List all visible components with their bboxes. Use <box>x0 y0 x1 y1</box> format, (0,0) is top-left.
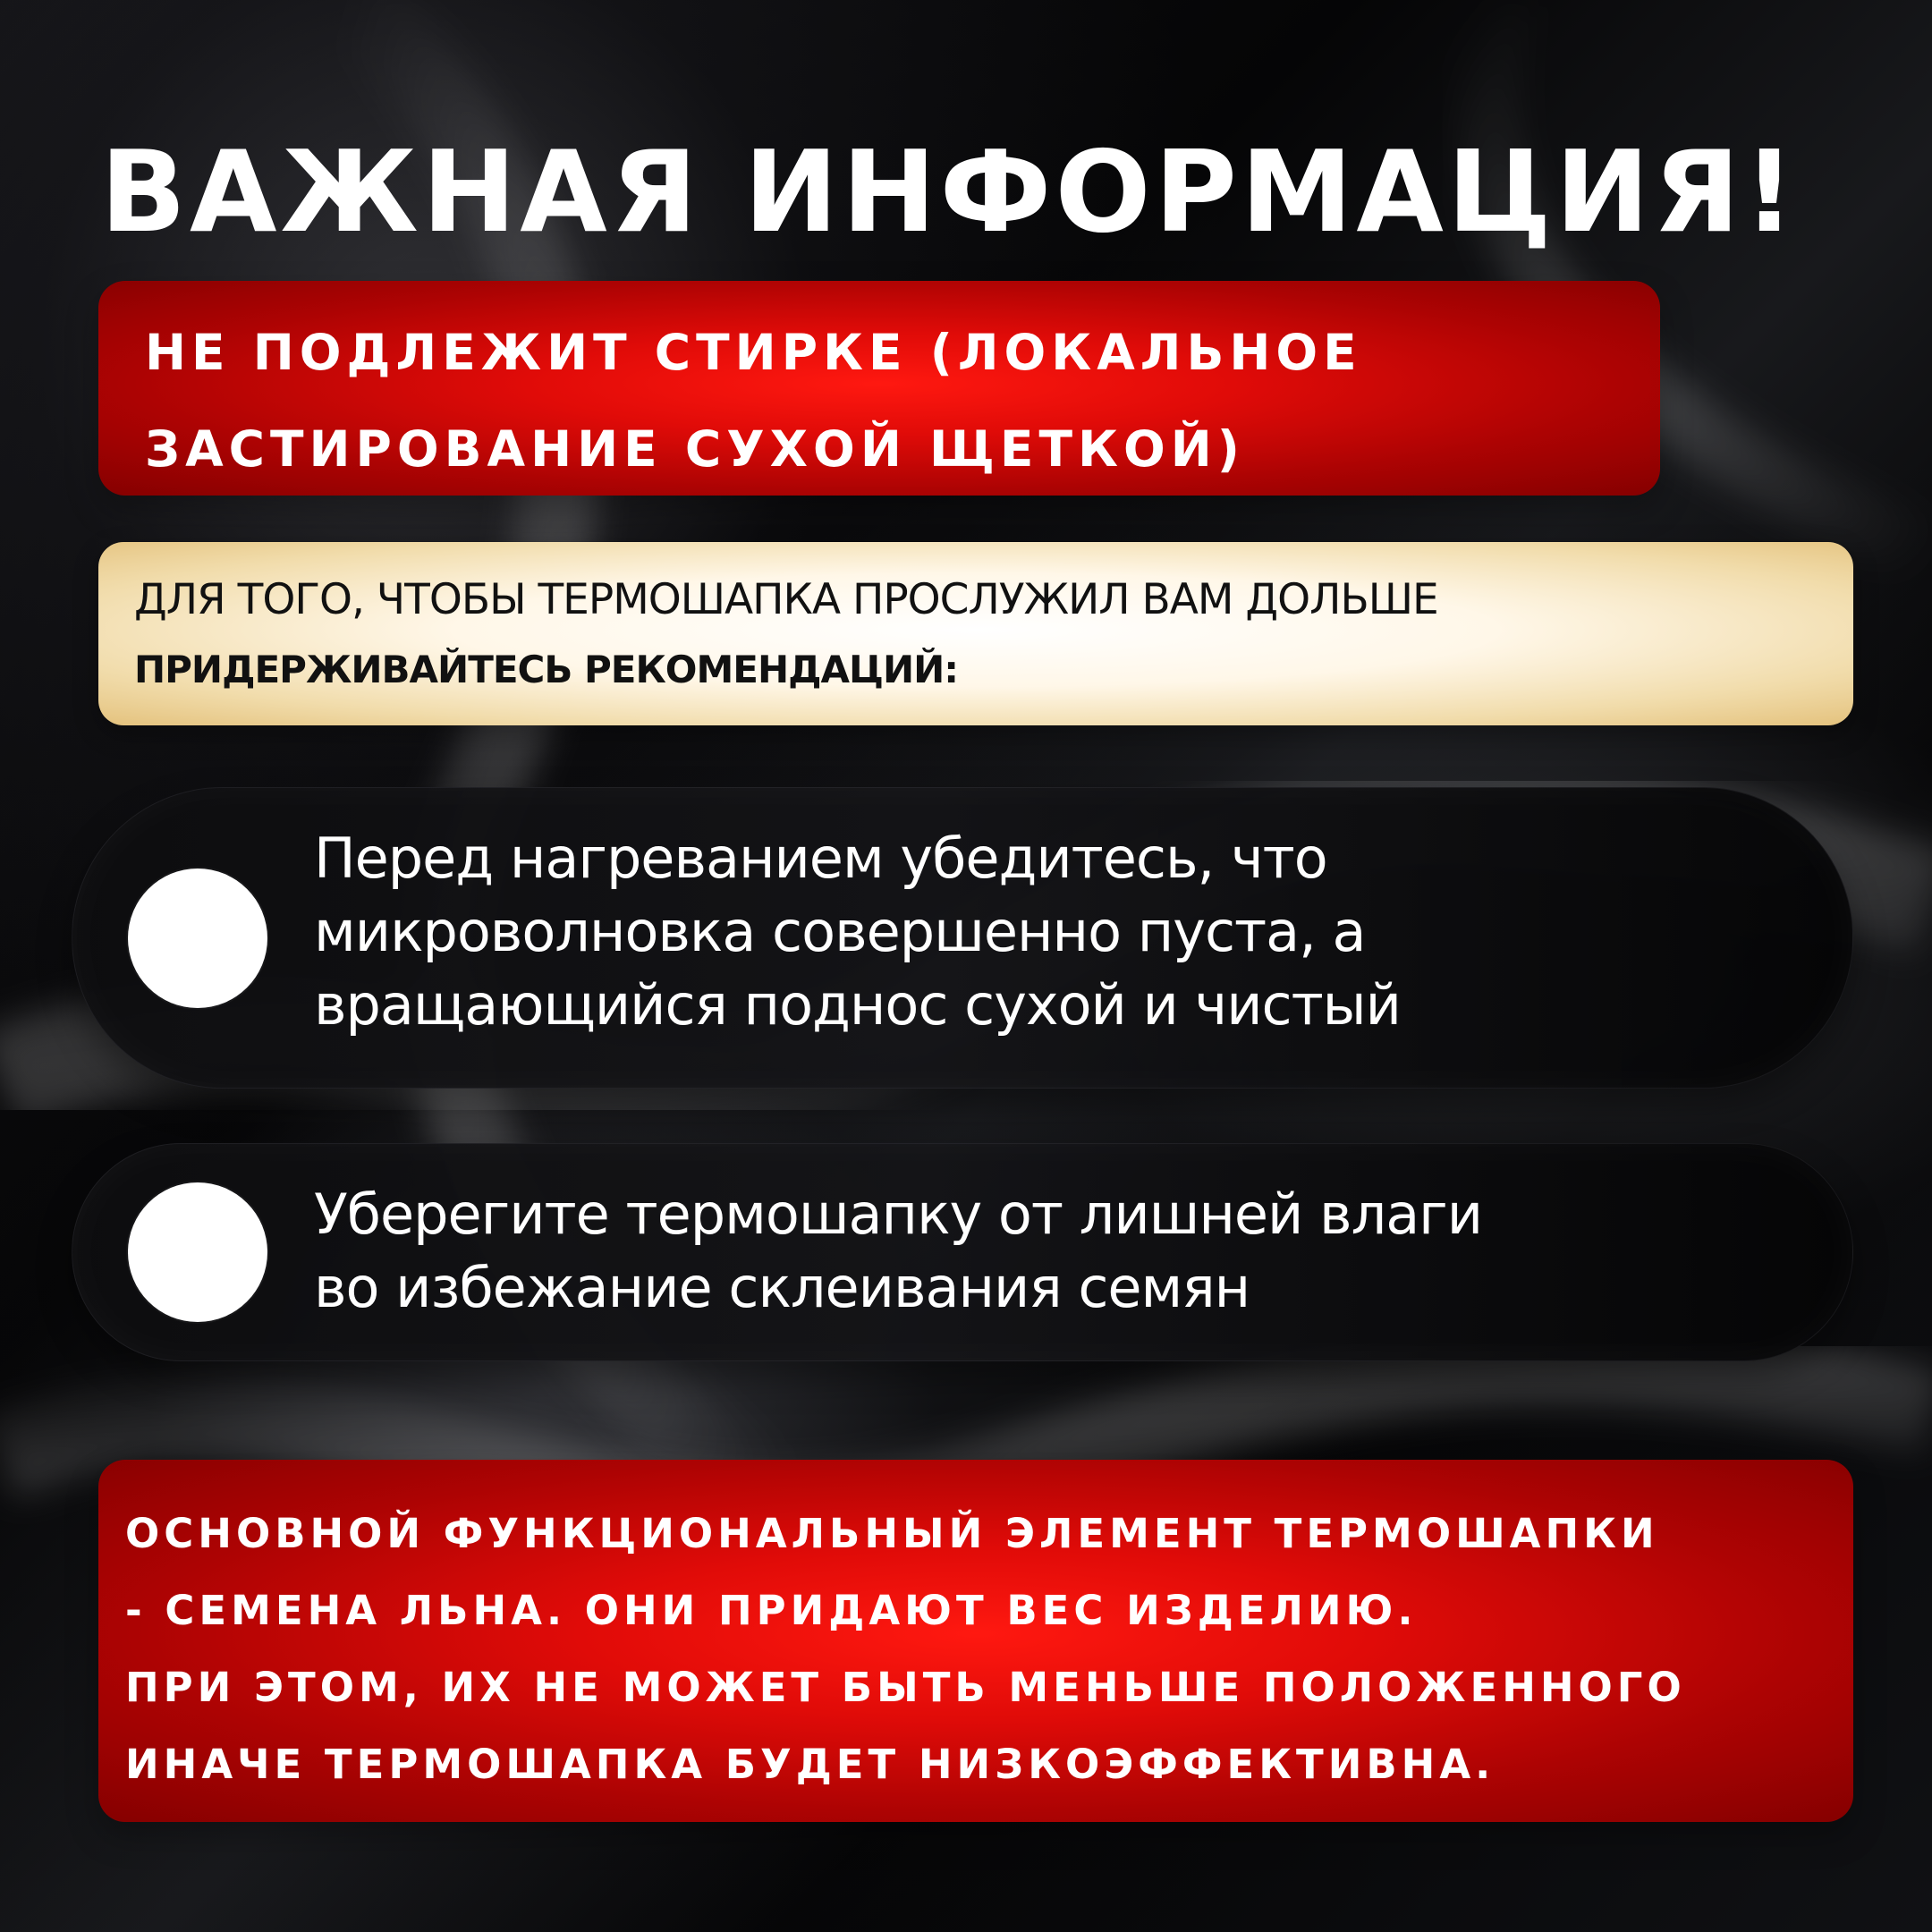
page-title: ВАЖНАЯ ИНФОРМАЦИЯ! <box>100 126 1799 258</box>
moisture-tip-card <box>72 1143 1853 1361</box>
recommendation-intro-text: ДЛЯ ТОГО, ЧТОБЫ ТЕРМОШАПКА ПРОСЛУЖИЛ ВАМ ДОЛЬШЕ <box>134 575 1438 624</box>
bullet-circle-icon <box>128 869 267 1008</box>
microwave-tip-text: Перед нагреванием убедитесь, что микроволновка совершенно пуста, а вращающийся поднос сухой и чистый <box>314 826 1401 1038</box>
moisture-tip-text: Уберегите термошапку от лишней влаги во избежание склеивания семян <box>314 1182 1483 1320</box>
flax-seed-warning-text: ОСНОВНОЙ ФУНКЦИОНАЛЬНЫЙ ЭЛЕМЕНТ ТЕРМОШАПКИ - СЕМЕНА ЛЬНА. ОНИ ПРИДАЮТ ВЕС ИЗДЕЛИЮ. ПРИ ЭТОМ, ИХ НЕ МОЖЕТ БЫТЬ МЕНЬШЕ ПОЛОЖЕННОГО ИНАЧЕ ТЕРМОШАПКА БУДЕТ НИЗКОЭФФЕКТИВНА. <box>125 1510 1686 1788</box>
recommendation-heading-text: ПРИДЕРЖИВАЙТЕСЬ РЕКОМЕНДАЦИЙ: <box>134 648 959 691</box>
microwave-tip-card <box>72 787 1853 1089</box>
washing-warning-banner <box>98 281 1660 496</box>
bullet-circle-icon <box>128 1182 267 1322</box>
washing-warning-text: НЕ ПОДЛЕЖИТ СТИРКЕ (ЛОКАЛЬНОЕ ЗАСТИРОВАНИЕ СУХОЙ ЩЕТКОЙ) <box>145 324 1362 478</box>
flax-seed-warning-banner <box>98 1460 1853 1822</box>
recommendation-banner <box>98 542 1853 725</box>
